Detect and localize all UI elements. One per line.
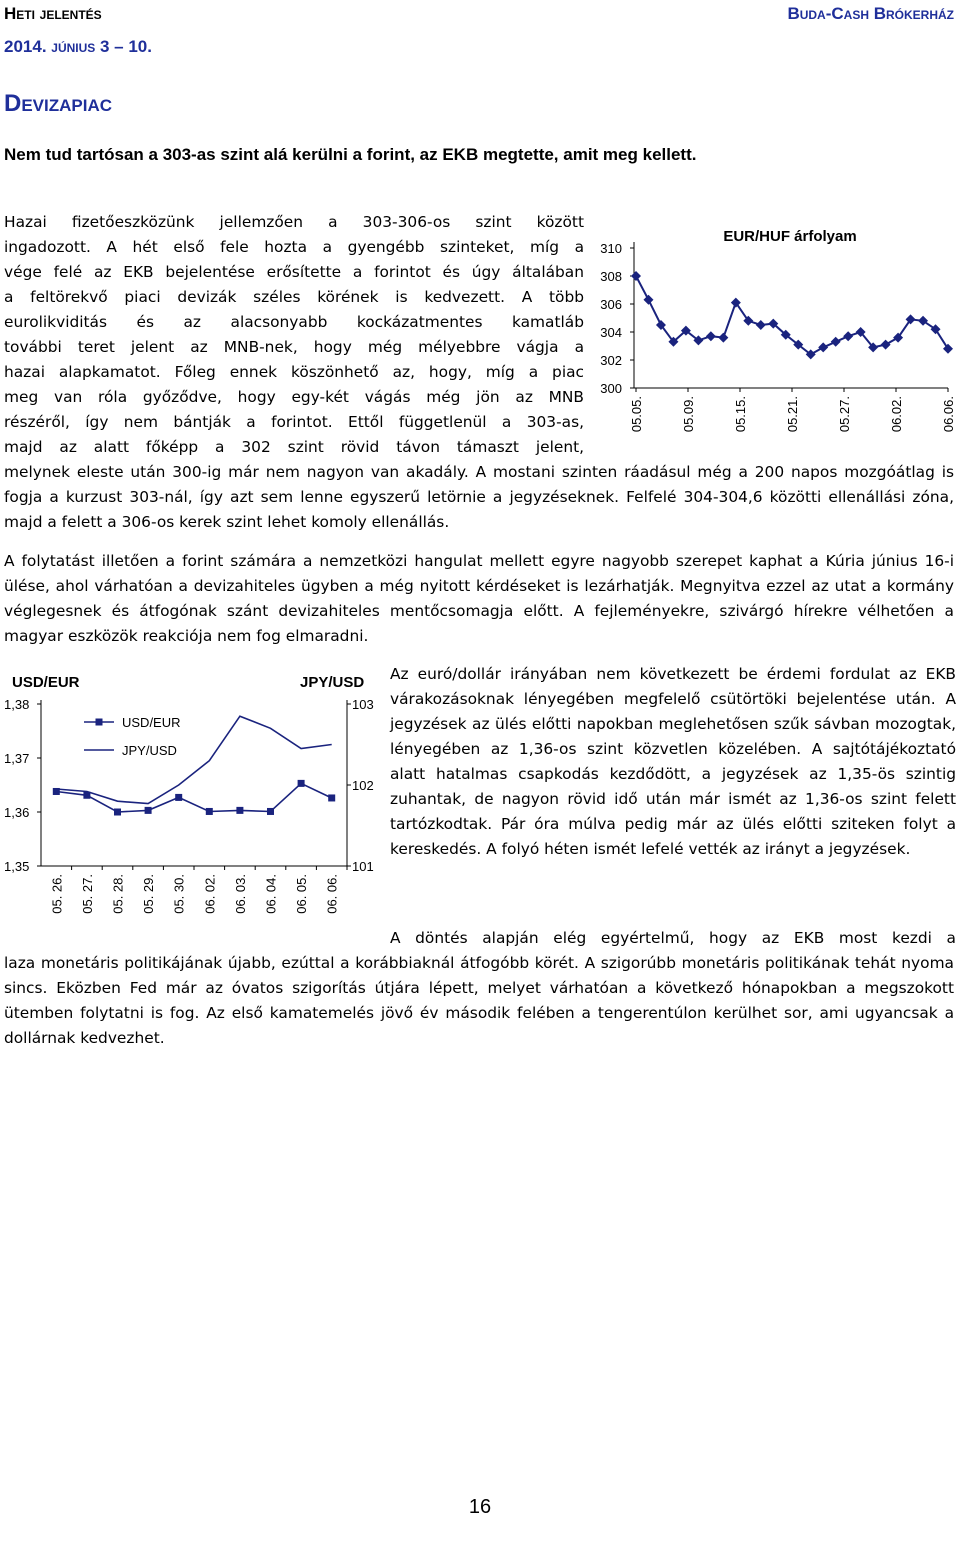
x-tick-label: 06. 04. [263, 874, 279, 914]
right-y-tick-label: 102 [352, 778, 374, 793]
eurhuf-data-point [881, 340, 891, 350]
paragraph-1-tail: melynek eleste után 300-ig már nem nagyon van akadály. A mostani szinten ráadásul még a 200 napos mozgóátlag is fogja a kurzust 303-nál, így azt sem lenne egyszerű letörnie a jegyzéseknek. Felfelé 304-304,6 közötti ellenállási zóna, majd a felett a 306-os kerek szint lehet komoly ellenállás. [4, 463, 954, 531]
eurhuf-chart [590, 218, 960, 446]
report-dates: 2014. június 3 – 10. [4, 37, 152, 56]
eurhuf-series-line [636, 276, 948, 354]
usdeur-data-point [175, 794, 182, 801]
right-y-tick-label: 103 [352, 697, 374, 712]
left-y-tick-label: 1,37 [4, 751, 30, 766]
article-headline: Nem tud tartósan a 303-as szint alá kerülni a forint, az EKB megtette, amit meg kellett. [4, 145, 697, 164]
y-tick-label: 308 [600, 269, 622, 284]
eurhuf-data-point [706, 331, 716, 341]
x-tick-label: 05. 29. [141, 874, 157, 914]
paragraph-line: eurolikviditás és az alacsonyabb kockázatmentes kamatláb [4, 313, 584, 331]
usdeur-data-point [298, 780, 305, 787]
x-tick-label: 05. 27. [79, 874, 95, 914]
y-tick-label: 302 [600, 353, 622, 368]
usdeur-data-point [236, 807, 243, 814]
paragraph-3: Az euró/dollár irányában nem következett be érdemi fordulat az EKB várakozásoknak lényegében megfelelő csütörtöki bejelentése után. A jegyzések az ülés előtti napokban meglehetősen szűk sávban mozogtak, lényegében az 1,36-os szint közvetlen közelében. A sajtótájékoztató alatt hatalmas csapkodás kezdődött, a jegyzések az 1,35-ös szintig zuhantak, de nagyon rövid idő után már ismét az 1,36-os szint felett tartózkodtak. Pár óra múlva pedig már az ülés előtti sziteken folyt a kereskedés. A folyó héten ismét lefelé vették az irányt a jegyzések. [390, 665, 956, 858]
section-title: Devizapiac [4, 90, 113, 117]
eurhuf-data-point [943, 344, 953, 354]
report-label: Heti jelentés [4, 4, 102, 23]
paragraph-line: hazai alapkamatot. Főleg ennek köszönhető az, hogy, míg a piac [4, 363, 584, 381]
y-tick-label: 310 [600, 241, 622, 256]
left-axis-title: USD/EUR [12, 674, 80, 691]
x-tick-label: 05.15. [733, 396, 748, 433]
eurhuf-data-point [631, 271, 641, 281]
right-y-tick-label: 101 [352, 859, 374, 874]
eurhuf-data-point [718, 333, 728, 343]
jpyusd-series-line [56, 716, 331, 803]
paragraph-4-first-line: A döntés alapján elég egyértelmű, hogy az EKB most kezdi a [390, 929, 956, 947]
y-tick-label: 300 [600, 381, 622, 396]
chart-title: EUR/HUF árfolyam [723, 228, 857, 245]
usdeur-jpyusd-chart [0, 668, 388, 922]
eurhuf-data-point [643, 295, 653, 305]
paragraph-line: Hazai fizetőeszközünk jellemzően a 303-306-os szint között [4, 213, 584, 231]
paragraph-2: A folytatást illetően a forint számára a nemzetközi hangulat mellett egyre nagyobb szerepet kaphat a Kúria június 16-i ülése, ahol várhatóan a devizahiteles ügyben a még nyitott kérdéseket is lezárhatják. Megnyitva ezzel az utat a kormány véglegesnek és átfogónak szánt devizahiteles mentőcsomagja előtt. A fejleményekre, szivárgó hírekre vélhetően a magyar eszközök reakciója nem fog elmaradni. [4, 552, 954, 645]
company-name: Buda-Cash Brókerház [787, 4, 954, 23]
left-y-tick-label: 1,36 [4, 805, 30, 820]
usdeur-data-point [328, 794, 335, 801]
x-tick-label: 05.05. [629, 396, 644, 433]
y-tick-label: 304 [600, 325, 622, 340]
x-tick-label: 06. 05. [294, 874, 310, 914]
right-axis-title: JPY/USD [300, 674, 365, 691]
jpyusd-legend-label: JPY/USD [122, 743, 177, 758]
x-tick-label: 05.09. [681, 396, 696, 433]
eurhuf-data-point [831, 337, 841, 347]
usdeur-data-point [206, 808, 213, 815]
paragraph-line: vége felé az EKB bejelentése erősítette a forintot és úgy általában [4, 263, 584, 281]
paragraph-line: majd az alatt főképp a 302 szint rövid távon támaszt jelent, [4, 438, 584, 456]
x-tick-label: 05. 30. [171, 874, 187, 914]
usdeur-data-point [145, 807, 152, 814]
x-tick-label: 06.02. [889, 396, 904, 433]
paragraph-line: további teret jelent az MNB-nek, hogy még mélyebbre vágja a [4, 338, 584, 356]
paragraph-line: részéről, így nem bántják a forintot. Ettől függetlenül a 303-as, [4, 413, 584, 431]
page-number: 16 [468, 1496, 492, 1518]
left-y-tick-label: 1,35 [4, 859, 30, 874]
left-y-tick-label: 1,38 [4, 697, 30, 712]
paragraph-line: ingadozott. A hét első fele hozta a gyengébb szinteket, míg a [4, 238, 584, 256]
paragraph-4-rest: laza monetáris politikájának újabb, ezúttal a korábbiaknál átfogóbb körét. A szigorúbb monetáris politikának tehát nyoma sincs. Eközben Fed már az óvatos szigorítás útjára lépett, melyet várhatóan a következő hónapokban a megszokott ütemben folytatni is fog. Az első kamatemelés jövő év második felében a tengerentúlon kerülhet sor, ami ugyancsak a dollárnak kedvezhet. [4, 954, 954, 1047]
x-tick-label: 05.27. [837, 396, 852, 433]
x-tick-label: 05. 28. [110, 874, 126, 914]
usdeur-data-point [114, 809, 121, 816]
usdeur-data-point [267, 808, 274, 815]
usdeur-series-line [56, 783, 331, 812]
eurhuf-data-point [818, 342, 828, 352]
x-tick-label: 06.06. [941, 396, 956, 433]
x-tick-label: 06. 06. [324, 874, 340, 914]
x-tick-label: 05.21. [785, 396, 800, 433]
eurhuf-data-point [756, 320, 766, 330]
x-tick-label: 06. 02. [202, 874, 218, 914]
usdeur-legend-label: USD/EUR [122, 715, 181, 730]
paragraph-line: meg van róla győződve, hogy egy-két vágás még jön az MNB [4, 388, 584, 406]
x-tick-label: 05. 26. [49, 874, 65, 914]
eurhuf-data-point [843, 331, 853, 341]
usdeur-legend-marker [96, 719, 103, 726]
paragraph-line: a feltörekvő piaci devizák széles körének is kedvezett. A több [4, 288, 584, 306]
y-tick-label: 306 [600, 297, 622, 312]
x-tick-label: 06. 03. [232, 874, 248, 914]
